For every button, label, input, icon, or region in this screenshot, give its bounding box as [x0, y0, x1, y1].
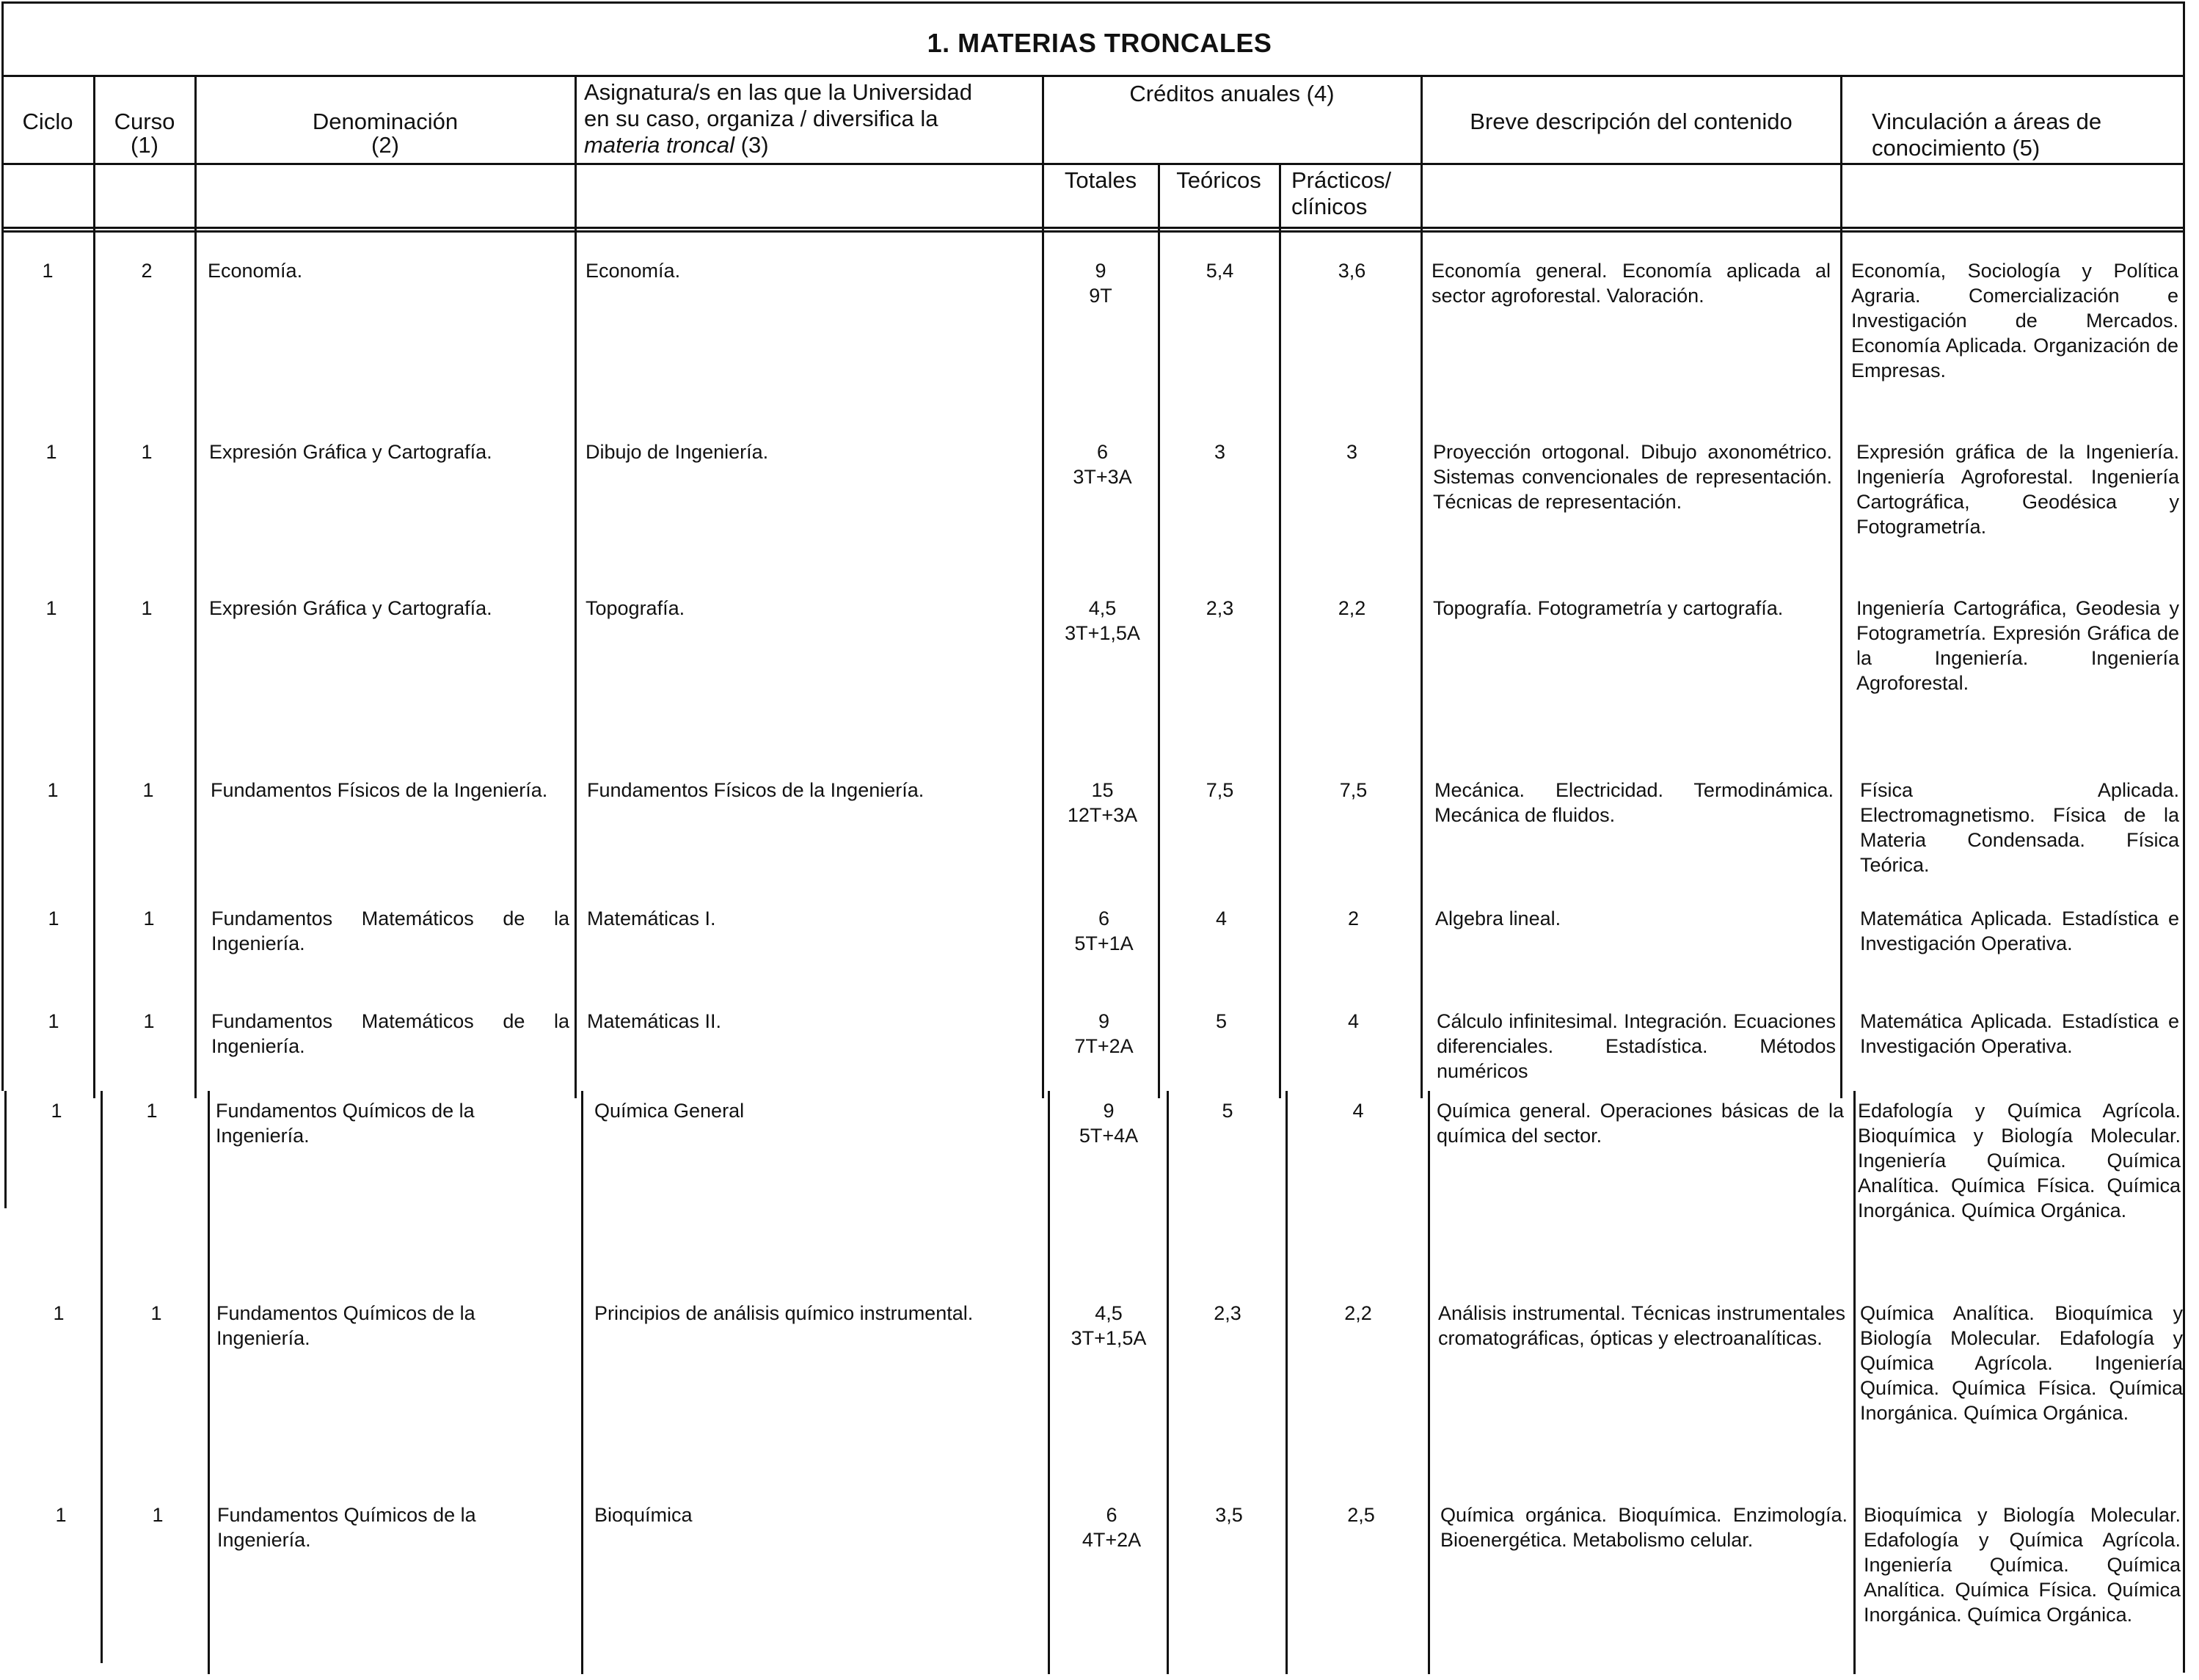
cell-asignatura: Dibujo de Ingeniería. [586, 441, 769, 463]
cell-vinculacion: Expresión gráfica de la Ingeniería. Ingeniería Agroforestal. Ingeniería Cartográfica, Geodésica y Fotogrametría. [1856, 441, 2179, 538]
cell-curso: 1 [143, 1010, 155, 1032]
totales-distribucion: 4T+2A [1082, 1529, 1142, 1551]
cell-denominacion: Fundamentos Matemáticos de la Ingeniería. [211, 1010, 569, 1057]
cell-curso: 1 [141, 441, 153, 463]
col-divider-practicos [1279, 163, 1281, 1098]
col-divider-denominacion-lower [208, 1091, 210, 1674]
cell-vinculacion: Física Aplicada. Electromagnetismo. Física de la Materia Condensada. Física Teórica. [1860, 779, 2179, 876]
cell-teoricos: 7,5 [1206, 779, 1234, 801]
header-denominacion-note: (2) [371, 132, 399, 158]
frame-right [2183, 1, 2185, 1673]
cell-denominacion: Expresión Gráfica y Cartografía. [209, 597, 492, 619]
cell-totales [1051, 1009, 1157, 1059]
cell-curso: 1 [141, 597, 153, 619]
cell-practicos: 4 [1347, 1010, 1360, 1032]
totales-value: 9 [1095, 260, 1106, 282]
cell-ciclo: 1 [48, 907, 59, 930]
cell-descripcion: Proyección ortogonal. Dibujo axonométrico. Sistemas convencionales de representación. Técnicas de representación. [1433, 441, 1832, 513]
header-practicos-line-1: Prácticos/ [1291, 167, 1392, 193]
header-vinculacion-line-1: Vinculación a áreas de [1872, 109, 2102, 134]
cell-vinculacion: Economía, Sociología y Política Agraria. Comercialización e Investigación de Mercados. Economía Aplicada. Organización de Empresas. [1851, 260, 2178, 381]
header-rule-2 [1, 227, 2184, 229]
cell-totales [1049, 778, 1156, 828]
cell-practicos: 3 [1346, 441, 1358, 463]
totales-distribucion: 5T+1A [1074, 932, 1134, 954]
cell-descripcion: Química general. Operaciones básicas de la química del sector. [1437, 1100, 1844, 1147]
header-curso-label: Curso [114, 109, 175, 134]
cell-denominacion: Fundamentos Matemáticos de la Ingeniería. [211, 907, 569, 954]
cell-descripcion: Química orgánica. Bioquímica. Enzimología. Bioenergética. Metabolismo celular. [1440, 1504, 1848, 1551]
totales-distribucion: 9T [1089, 285, 1112, 307]
cell-descripcion: Mecánica. Electricidad. Termodinámica. Mecánica de fluidos. [1434, 779, 1834, 826]
header-rule-3 [1, 230, 2184, 233]
cell-curso: 1 [150, 1302, 162, 1324]
cell-totales [1049, 439, 1156, 489]
cell-ciclo: 1 [45, 597, 57, 619]
cell-ciclo: 1 [53, 1302, 65, 1324]
cell-practicos: 7,5 [1339, 779, 1368, 801]
col-divider-descripcion-lower [1428, 1091, 1430, 1674]
cell-practicos: 2,2 [1338, 597, 1366, 619]
cell-practicos: 2,2 [1344, 1302, 1372, 1324]
cell-asignatura: Fundamentos Físicos de la Ingeniería. [587, 779, 925, 801]
cell-asignatura: Bioquímica [594, 1504, 693, 1526]
title-separator [1, 75, 2184, 77]
frame-left-lower [4, 1091, 7, 1208]
cell-descripcion: Análisis instrumental. Técnicas instrumentales cromatográficas, ópticas y electroanalíticas. [1438, 1302, 1845, 1349]
totales-distribucion: 7T+2A [1074, 1035, 1134, 1057]
header-denominacion-label: Denominación [312, 109, 459, 134]
cell-totales [1057, 1502, 1167, 1552]
header-practicos-line-2: clínicos [1291, 194, 1368, 219]
cell-denominacion: Fundamentos Químicos de la Ingeniería. [216, 1302, 475, 1349]
col-divider-vinculacion-lower [1853, 1091, 1856, 1674]
cell-curso: 1 [152, 1504, 164, 1526]
cell-denominacion: Expresión Gráfica y Cartografía. [209, 441, 492, 463]
cell-totales [1049, 258, 1152, 308]
header-totales: Totales [1064, 167, 1137, 193]
col-divider-creditos-lower [1048, 1091, 1050, 1674]
cell-teoricos: 3,5 [1215, 1504, 1243, 1526]
cell-practicos: 4 [1352, 1100, 1364, 1122]
header-asignaturas-note: (3) [734, 132, 769, 158]
cell-teoricos: 2,3 [1214, 1302, 1241, 1324]
header-asignaturas-line-3 [584, 132, 1039, 158]
cell-descripcion: Economía general. Economía aplicada al sector agroforestal. Valoración. [1432, 260, 1831, 307]
cell-asignatura: Topografía. [586, 597, 685, 619]
col-divider-asignatura [575, 75, 577, 1098]
cell-teoricos: 4 [1215, 907, 1228, 930]
cell-totales [1051, 906, 1157, 956]
cell-ciclo: 1 [42, 260, 54, 282]
header-denominacion [197, 109, 574, 156]
totales-distribucion: 3T+1,5A [1065, 622, 1140, 644]
col-divider-teoricos-lower [1167, 1091, 1169, 1674]
cell-ciclo: 1 [51, 1100, 62, 1122]
cell-ciclo: 1 [55, 1504, 67, 1526]
cell-vinculacion: Matemática Aplicada. Estadística e Investigación Operativa. [1860, 1010, 2179, 1057]
cell-curso: 1 [143, 907, 155, 930]
cell-descripcion: Topografía. Fotogrametría y cartografía. [1433, 597, 1784, 619]
cell-asignatura: Matemáticas I. [587, 907, 716, 930]
cell-denominacion: Fundamentos Químicos de la Ingeniería. [216, 1100, 475, 1147]
totales-value: 6 [1106, 1504, 1117, 1526]
cell-ciclo: 1 [47, 779, 59, 801]
cell-asignatura: Matemáticas II. [587, 1010, 722, 1032]
totales-distribucion: 3T+1,5A [1071, 1327, 1147, 1349]
table-title: 1. MATERIAS TRONCALES [927, 28, 1272, 58]
cell-practicos: 3,6 [1338, 260, 1366, 282]
header-descripcion: Breve descripción del contenido [1470, 109, 1793, 134]
cell-vinculacion: Bioquímica y Biología Molecular. Edafología y Química Agrícola. Ingeniería Química. Química Analítica. Química Física. Química Inorgánica. Química Orgánica. [1864, 1504, 2181, 1626]
col-divider-teoricos [1158, 163, 1160, 1098]
header-creditos: Créditos anuales (4) [1129, 81, 1335, 106]
header-practicos [1291, 167, 1420, 220]
header-ciclo: Ciclo [22, 109, 73, 134]
cell-teoricos: 5 [1215, 1010, 1228, 1032]
col-divider-practicos-lower [1286, 1091, 1288, 1674]
cell-vinculacion: Matemática Aplicada. Estadística e Investigación Operativa. [1860, 907, 2179, 954]
totales-value: 15 [1091, 779, 1114, 801]
totales-value: 9 [1098, 1010, 1110, 1032]
cell-curso: 1 [142, 779, 154, 801]
frame-left [1, 1, 4, 1091]
totales-value: 4,5 [1095, 1302, 1123, 1324]
cell-asignatura: Química General [594, 1100, 745, 1122]
col-divider-descripcion [1421, 75, 1423, 1098]
col-divider-curso [93, 75, 95, 1098]
cell-denominacion: Economía. [208, 260, 303, 282]
cell-ciclo: 1 [48, 1010, 59, 1032]
header-asignaturas-line-2: en su caso, organiza / diversifica la [584, 106, 938, 131]
cell-ciclo: 1 [45, 441, 57, 463]
cell-denominacion: Fundamentos Físicos de la Ingeniería. [211, 779, 548, 801]
cell-denominacion: Fundamentos Químicos de la Ingeniería. [217, 1504, 476, 1551]
col-divider-asignatura-lower [581, 1091, 583, 1674]
totales-value: 4,5 [1088, 597, 1117, 619]
totales-distribucion: 3T+3A [1073, 466, 1132, 488]
cell-asignatura: Principios de análisis químico instrumental. [594, 1302, 974, 1324]
cell-totales [1049, 596, 1156, 646]
cell-descripcion: Cálculo infinitesimal. Integración. Ecuaciones diferenciales. Estadística. Métodos numéricos [1437, 1010, 1836, 1082]
totales-value: 6 [1098, 907, 1110, 930]
totales-distribucion: 12T+3A [1067, 804, 1138, 826]
header-asignaturas [584, 79, 1039, 158]
cell-practicos: 2,5 [1347, 1504, 1375, 1526]
cell-asignatura: Economía. [586, 260, 681, 282]
header-asignaturas-line-1: Asignatura/s en las que la Universidad [584, 79, 973, 105]
header-vinculacion [1872, 109, 2180, 161]
cell-teoricos: 3 [1214, 441, 1226, 463]
frame-top [1, 1, 2184, 4]
cell-practicos: 2 [1347, 907, 1360, 930]
header-vinculacion-line-2: conocimiento (5) [1872, 135, 2041, 161]
creditos-subheader-rule [1042, 163, 1422, 165]
cell-vinculacion: Ingeniería Cartográfica, Geodesia y Fotogrametría. Expresión Gráfica de la Ingeniería. Ingeniería Agroforestal. [1856, 597, 2179, 694]
header-curso-note: (1) [131, 132, 158, 158]
col-divider-denominacion [194, 75, 197, 1098]
cell-vinculacion: Edafología y Química Agrícola. Bioquímica y Biología Molecular. Ingeniería Química. Química Analítica. Química Física. Química Inorgánica. Química Orgánica. [1858, 1100, 2181, 1221]
totales-value: 6 [1096, 441, 1109, 463]
cell-curso: 2 [141, 260, 153, 282]
totales-distribucion: 5T+4A [1079, 1125, 1139, 1147]
header-asignaturas-italic: materia troncal [584, 132, 735, 158]
header-curso [95, 109, 194, 156]
cell-teoricos: 2,3 [1206, 597, 1234, 619]
col-divider-vinculacion [1840, 75, 1842, 1098]
cell-totales [1054, 1301, 1164, 1351]
col-divider-creditos [1042, 75, 1044, 1098]
cell-vinculacion: Química Analítica. Bioquímica y Biología Molecular. Edafología y Química Agrícola. Ingeniería Química. Química Física. Química Inorgánica. Química Orgánica. [1860, 1302, 2183, 1424]
cell-totales [1054, 1098, 1164, 1148]
totales-value: 9 [1103, 1100, 1115, 1122]
col-divider-curso-lower [101, 1091, 103, 1663]
cell-descripcion: Algebra lineal. [1435, 907, 1561, 930]
header-teoricos: Teóricos [1176, 167, 1261, 193]
cell-teoricos: 5,4 [1206, 260, 1234, 282]
cell-teoricos: 5 [1222, 1100, 1233, 1122]
cell-curso: 1 [146, 1100, 158, 1122]
